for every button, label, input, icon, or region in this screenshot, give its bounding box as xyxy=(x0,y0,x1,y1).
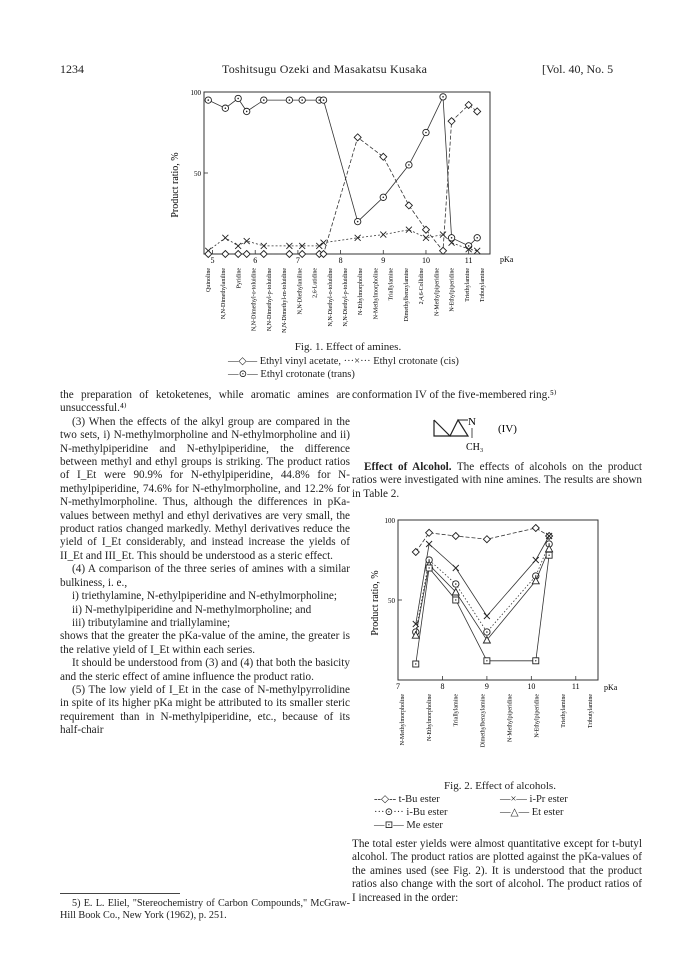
series-line-vinyl xyxy=(208,105,477,254)
y-tick-label: 50 xyxy=(388,597,395,605)
amine-label: Tributylamine xyxy=(480,268,486,303)
running-head-authors: Toshitsugu Ozeki and Masakatsu Kusaka xyxy=(222,62,428,76)
right-column xyxy=(352,389,642,402)
data-point-trans xyxy=(261,97,267,103)
fig2-caption: Fig. 2. Effect of alcohols. xyxy=(444,780,556,792)
fig2-legend-1a: --◇-- t-Bu ester xyxy=(374,794,440,805)
x-tick-label: 10 xyxy=(527,682,536,691)
left-list-item-iii: iii) tributylamine and triallylamine; xyxy=(72,616,231,629)
left-paragraph-5: It should be understood from (3) and (4) that both the basicity and the steric effect of amine influence the product ratio. xyxy=(60,657,350,683)
data-point-trans xyxy=(465,243,471,249)
amine-label: N,N-Diethyl-p-toluidine xyxy=(343,268,349,327)
data-point-trans xyxy=(380,194,386,200)
data-point-i-pr xyxy=(453,565,459,571)
amine-label: N,N-Dimethyl-p-toluidine xyxy=(266,268,273,332)
fig2-series-group xyxy=(412,525,552,668)
data-point-i-pr xyxy=(533,557,539,563)
structure-ring xyxy=(434,420,468,436)
amine-label: Triethylamine xyxy=(561,694,568,728)
amine-label: 2,6-Lutidine xyxy=(312,268,319,298)
amine-label: Triallylamine xyxy=(453,694,460,727)
data-point-cis xyxy=(286,243,292,249)
left-list-item-ii: ii) N-methylpiperidine and N-methylmorpholine; and xyxy=(72,603,312,616)
data-point-i-bu xyxy=(453,581,459,587)
amine-label: N-Methylpiperidine xyxy=(434,268,441,316)
data-point-vinyl xyxy=(405,202,412,209)
data-point-vinyl xyxy=(260,251,267,258)
data-point-me xyxy=(533,658,539,664)
data-point-trans xyxy=(243,108,249,114)
data-point-cis xyxy=(222,235,228,241)
data-point-trans xyxy=(205,97,211,103)
amine-label: N,N-Dimethyl-o-toluidine xyxy=(251,268,258,332)
structure-iv xyxy=(430,408,580,458)
amine-label: N,N-Dimethylaniline xyxy=(221,268,228,320)
amine-label: N,N-Dimethyl-m-toluidine xyxy=(282,268,289,333)
fig1-amine-labels xyxy=(206,268,486,333)
data-point-t-bu xyxy=(483,536,490,543)
data-point-t-bu xyxy=(532,525,539,532)
data-point-me xyxy=(413,661,419,667)
amine-label: Dimethylbenzylamine xyxy=(480,694,487,748)
fig2-legend-2b: —△— Et ester xyxy=(500,807,564,818)
x-tick-label: 11 xyxy=(571,682,580,691)
data-point-cis xyxy=(244,238,250,244)
amine-label: 2,4,6-Collidine xyxy=(419,268,426,305)
left-list-item-i: i) triethylamine, N-ethylpiperidine and N-ethylmorpholine; xyxy=(72,590,338,603)
fig2-legend-3: —⊡— Me ester xyxy=(374,820,443,831)
x-tick-label: 9 xyxy=(484,682,489,691)
data-point-trans xyxy=(222,105,228,111)
amine-label: N-Ethylmorpholine xyxy=(426,694,433,741)
x-tick-label: 7 xyxy=(396,682,400,691)
data-point-vinyl xyxy=(243,251,250,258)
x-tick-label: 11 xyxy=(464,256,473,265)
structure-nitrogen: N xyxy=(468,416,476,428)
y-tick-label: 100 xyxy=(190,89,201,97)
x-tick-label: 5 xyxy=(210,256,215,265)
left-paragraph-1: the preparation of ketoketenes, while aromatic amines are unsuccessful.⁴⁾ xyxy=(60,389,350,415)
amine-label: Quinoline xyxy=(206,268,212,292)
x-tick-label: 8 xyxy=(338,256,343,265)
amine-label: N-Ethylpiperidine xyxy=(449,268,456,312)
right-column-end xyxy=(352,838,642,905)
fig1-series-group xyxy=(205,94,481,258)
figure-1-chart xyxy=(168,80,528,340)
page-number: 1234 xyxy=(60,62,84,76)
data-point-cis xyxy=(261,243,267,249)
right-paragraph-2: The effects of alcohols on the product ratios were investigated with nine amines. The results are shown in Table 2. xyxy=(352,461,642,500)
data-point-trans xyxy=(440,94,446,100)
y-tick-label: 50 xyxy=(194,170,201,178)
x-tick-label: 8 xyxy=(440,682,445,691)
series-line-t-bu xyxy=(416,528,549,552)
fig1-legend-1: —◇— Ethyl vinyl acetate, ···×··· Ethyl crotonate (cis) xyxy=(228,356,459,367)
data-point-trans xyxy=(423,129,429,135)
amine-label: N,N-Diethyl-o-toluidine xyxy=(327,268,334,327)
left-paragraph-3: (4) A comparison of the three series of amines with a similar bulkiness, i. e., xyxy=(60,563,350,589)
data-point-me xyxy=(546,552,552,558)
data-point-i-bu xyxy=(484,629,490,635)
fig1-ylabel: Product ratio, % xyxy=(170,152,181,218)
data-point-trans xyxy=(235,95,241,101)
series-line-et xyxy=(416,549,549,640)
structure-label: (IV) xyxy=(498,423,517,435)
left-paragraph-2: (3) When the effects of the alkyl group are compared in the two sets, i) N-methylmorpholine and N-ethylmorpholine and ii) N-methylpiperidine and N-ethylpiperidine, the difference between methyl and ethyl groups is striking. The product ratios of I_Et were 90.9% for N-ethylpiperidine, 44.8% for N-methylpiperidine, 74.6% for N-ethylmorpholine, and 12.2% for N-methylmorpholine. Thus, although the differences in pKa-values between methyl and ethyl derivatives are very small, the product ratios changed markedly. Methyl derivatives reduce the yield of I_Et considerably, and instead increase the yields of II_Et and III_Et. This should be understood as a steric effect. xyxy=(60,415,350,562)
section-heading-effect-of-alcohol: Effect of Alcohol. xyxy=(364,461,452,473)
data-point-vinyl xyxy=(286,251,293,258)
right-paragraph-3: The total ester yields were almost quantitative except for t-butyl alcohol. The product ratios are plotted against the pKa-values of the amines used (see Fig. 2). It is understood that the product ratios also change with the sort of alcohol. The product ratios of I increased in the order: xyxy=(352,838,642,904)
running-head-volume: [Vol. 40, No. 5 xyxy=(542,62,614,76)
x-tick-label: 6 xyxy=(253,256,258,265)
series-line-i-pr xyxy=(416,536,549,624)
data-point-i-pr xyxy=(484,613,490,619)
data-point-trans xyxy=(354,218,360,224)
right-column-section xyxy=(352,461,642,501)
fig2-legend-2a: ···⊙··· i-Bu ester xyxy=(374,807,448,818)
fig2-amine-labels xyxy=(400,694,594,748)
data-point-t-bu xyxy=(426,529,433,536)
fig1-tick-group xyxy=(191,89,473,265)
data-point-vinyl xyxy=(222,251,229,258)
series-line-trans xyxy=(208,97,477,246)
data-point-cis xyxy=(440,232,446,238)
amine-label: N-Methylmorpholine xyxy=(400,694,406,746)
right-paragraph-1: conformation IV of the five-membered ring.⁵⁾ xyxy=(352,389,557,401)
data-point-vinyl xyxy=(354,134,361,141)
data-point-trans xyxy=(299,97,305,103)
data-point-vinyl xyxy=(320,251,327,258)
series-line-cis xyxy=(208,230,477,251)
amine-label: Dimethylbenzylamine xyxy=(403,268,410,322)
data-point-vinyl xyxy=(440,247,447,254)
data-point-cis xyxy=(321,240,327,246)
amine-label: N-Methylmorpholine xyxy=(373,268,380,320)
data-point-trans xyxy=(320,97,326,103)
left-column xyxy=(60,389,350,738)
x-tick-label: 9 xyxy=(381,256,386,265)
amine-label: N,N-Diethylaniline xyxy=(297,268,304,315)
data-point-me xyxy=(426,565,432,571)
amine-label: N-Methylpiperidine xyxy=(507,694,514,742)
amine-label: N-Ethylpiperidine xyxy=(534,694,541,738)
amine-label: Triallylamine xyxy=(388,268,395,301)
data-point-vinyl xyxy=(380,153,387,160)
x-tick-label: 10 xyxy=(421,256,430,265)
data-point-t-bu xyxy=(412,549,419,556)
data-point-vinyl xyxy=(235,251,242,258)
fig1-caption: Fig. 1. Effect of amines. xyxy=(294,341,402,353)
structure-methyl: CH₃ xyxy=(466,442,484,453)
data-point-cis xyxy=(380,232,386,238)
data-point-me xyxy=(484,658,490,664)
data-point-trans xyxy=(406,162,412,168)
x-tick-label: 7 xyxy=(295,256,300,265)
y-tick-label: 100 xyxy=(384,517,395,525)
footnote-rule xyxy=(60,893,180,894)
amine-label: N-Ethylmorpholine xyxy=(358,268,365,315)
left-paragraph-4: shows that the greater the pKa-value of the amine, the greater is the relative yield of I_Et within each series. xyxy=(60,630,350,656)
series-line-i-bu xyxy=(416,544,549,632)
amine-label: Pyridine xyxy=(236,268,243,289)
data-point-trans xyxy=(286,97,292,103)
figure-2-chart xyxy=(368,508,628,778)
amine-label: Tributylamine xyxy=(588,694,594,729)
data-point-t-bu xyxy=(452,533,459,540)
amine-label: Triethylamine xyxy=(464,268,471,302)
fig1-xlabel: pKa xyxy=(500,255,514,264)
fig2-ylabel: Product ratio, % xyxy=(370,570,381,636)
fig2-plot-frame xyxy=(398,520,598,680)
footnote-5: 5) E. L. Eliel, "Stereochemistry of Carbon Compounds," McGraw-Hill Book Co., New York (1962), p. 251. xyxy=(60,898,350,921)
data-point-cis xyxy=(235,243,241,249)
data-point-trans xyxy=(474,235,480,241)
left-paragraph-6: (5) The low yield of I_Et in the case of N-methylpyrrolidine in spite of its higher pKa might be attributed to its smaller steric requirement than in N-methylpiperidine, etc., because of its half-chair xyxy=(60,683,350,737)
fig2-legend-1b: —×— i-Pr ester xyxy=(500,794,568,805)
fig1-legend-2: —⊙— Ethyl crotonate (trans) xyxy=(228,369,355,380)
data-point-me xyxy=(453,597,459,603)
fig2-xlabel: pKa xyxy=(604,683,618,692)
data-point-vinyl xyxy=(474,108,481,115)
